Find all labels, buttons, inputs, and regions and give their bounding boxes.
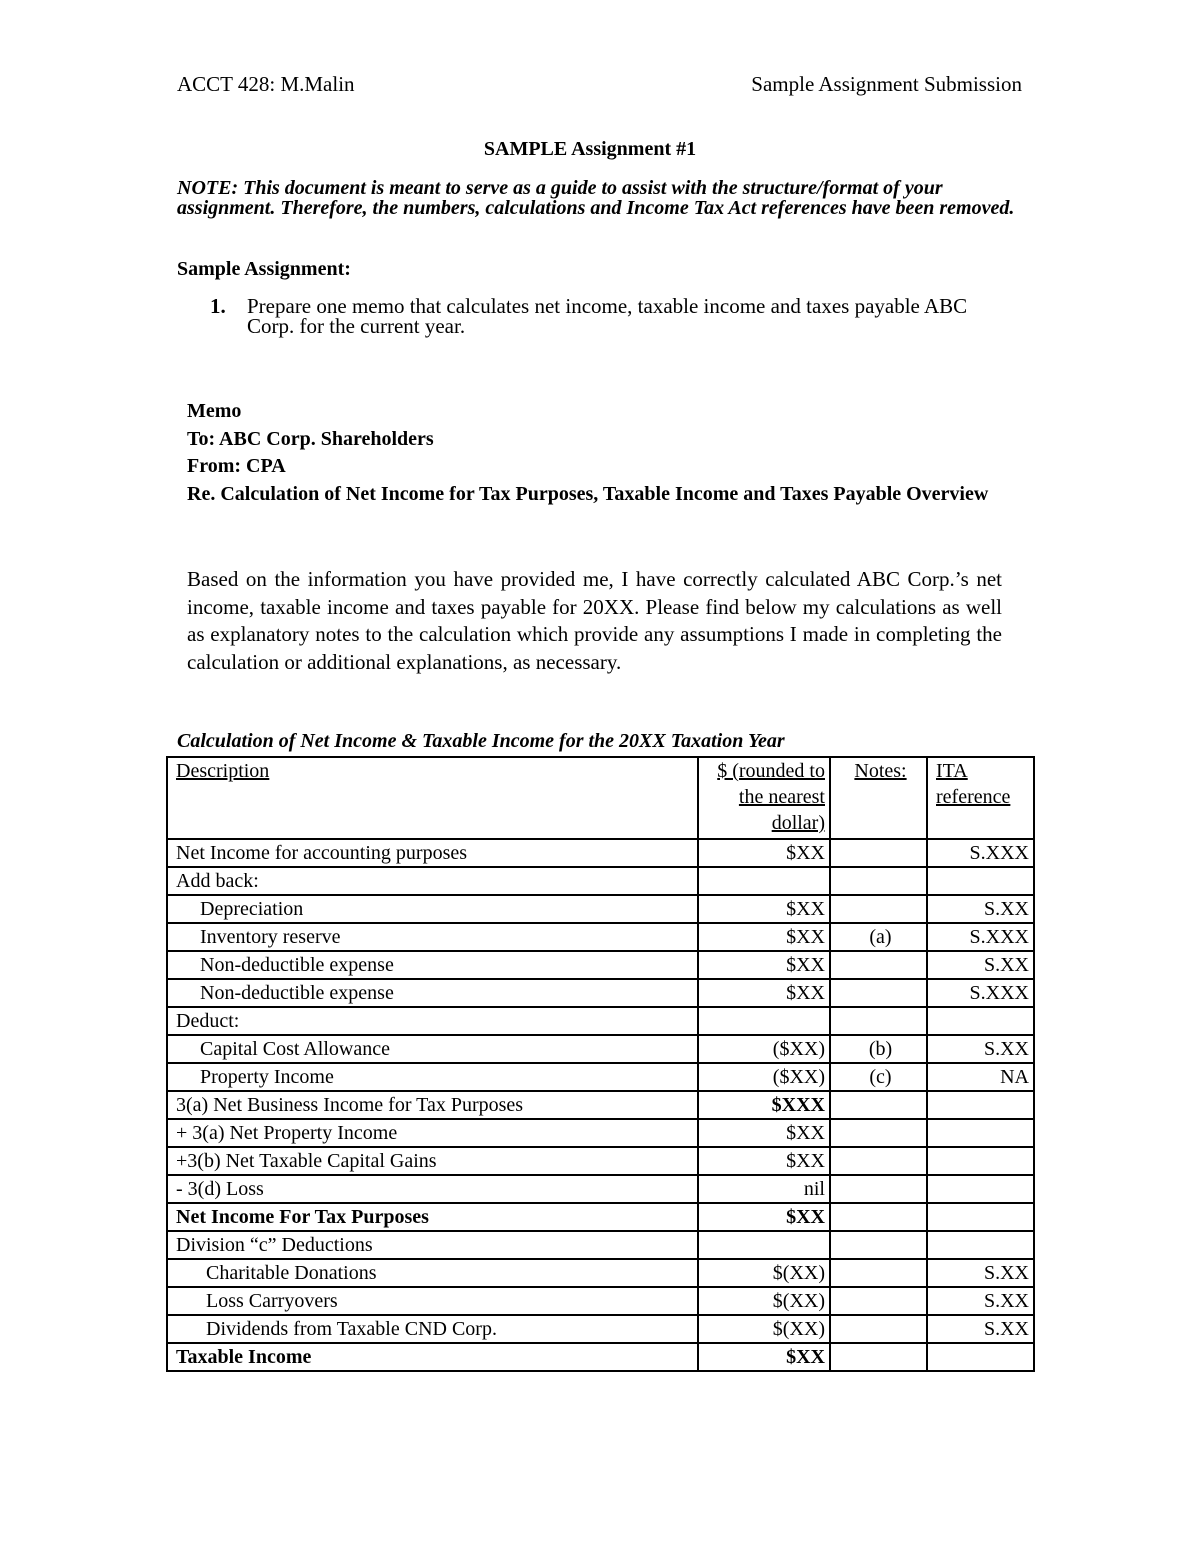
cell-description: Depreciation [167, 895, 698, 923]
table-row [167, 839, 1034, 867]
cell-amount: $(XX) [698, 1259, 830, 1287]
cell-ita-reference [927, 1147, 1034, 1175]
cell-description: Net Income for accounting purposes [167, 839, 698, 867]
cell-description: Division “c” Deductions [167, 1231, 698, 1259]
table-row [167, 1259, 1034, 1287]
cell-notes [830, 895, 927, 923]
cell-description: Add back: [167, 867, 698, 895]
cell-ita-reference [927, 1231, 1034, 1259]
table-row [167, 1203, 1034, 1231]
cell-notes: (b) [830, 1035, 927, 1063]
cell-notes [830, 1007, 927, 1035]
table-row [167, 1063, 1034, 1091]
cell-description: Capital Cost Allowance [167, 1035, 698, 1063]
sample-assignment-label: Sample Assignment: [177, 258, 351, 280]
cell-notes [830, 979, 927, 1007]
cell-amount: $XXX [698, 1091, 830, 1119]
cell-notes: (c) [830, 1063, 927, 1091]
cell-ita-reference: S.XXX [927, 923, 1034, 951]
table-caption: Calculation of Net Income & Taxable Income for the 20XX Taxation Year [177, 730, 785, 752]
cell-description: Property Income [167, 1063, 698, 1091]
cell-ita-reference [927, 1007, 1034, 1035]
cell-ita-reference: NA [927, 1063, 1034, 1091]
calculation-table [166, 756, 1035, 1372]
table-row [167, 1147, 1034, 1175]
header-ita: ITA reference [927, 757, 1034, 839]
cell-ita-reference: S.XX [927, 951, 1034, 979]
cell-ita-reference: S.XX [927, 1259, 1034, 1287]
cell-description: 3(a) Net Business Income for Tax Purposes [167, 1091, 698, 1119]
cell-description: Inventory reserve [167, 923, 698, 951]
cell-amount [698, 1231, 830, 1259]
cell-amount [698, 867, 830, 895]
header-course: ACCT 428: M.Malin [177, 72, 355, 96]
cell-ita-reference: S.XX [927, 1315, 1034, 1343]
cell-amount: $XX [698, 979, 830, 1007]
cell-description: Dividends from Taxable CND Corp. [167, 1315, 698, 1343]
cell-amount: $(XX) [698, 1315, 830, 1343]
cell-amount: $XX [698, 1119, 830, 1147]
cell-notes [830, 1287, 927, 1315]
cell-notes [830, 839, 927, 867]
table-row [167, 1175, 1034, 1203]
table-row [167, 1007, 1034, 1035]
cell-amount: $XX [698, 1343, 830, 1371]
cell-ita-reference [927, 867, 1034, 895]
cell-notes [830, 1343, 927, 1371]
memo-to: To: ABC Corp. Shareholders [187, 427, 434, 450]
cell-description: Non-deductible expense [167, 979, 698, 1007]
cell-ita-reference [927, 1119, 1034, 1147]
header-notes: Notes: [830, 757, 927, 839]
cell-ita-reference [927, 1343, 1034, 1371]
cell-notes [830, 1259, 927, 1287]
cell-amount: $XX [698, 923, 830, 951]
header-description: Description [167, 757, 698, 839]
header-amount: $ (rounded to the nearest dollar) [698, 757, 830, 839]
cell-notes [830, 1091, 927, 1119]
cell-notes [830, 951, 927, 979]
table-row [167, 1035, 1034, 1063]
table-row [167, 895, 1034, 923]
cell-amount: $XX [698, 895, 830, 923]
table-row [167, 1091, 1034, 1119]
cell-ita-reference [927, 1203, 1034, 1231]
table-body [167, 839, 1034, 1371]
cell-ita-reference [927, 1175, 1034, 1203]
cell-amount: $XX [698, 1203, 830, 1231]
table-row [167, 1119, 1034, 1147]
header-doc-type: Sample Assignment Submission [751, 72, 1022, 96]
cell-description: Taxable Income [167, 1343, 698, 1371]
cell-ita-reference: S.XXX [927, 839, 1034, 867]
cell-notes [830, 1147, 927, 1175]
task-text: Prepare one memo that calculates net income, taxable income and taxes payable ABC Corp. for the current year. [247, 294, 968, 338]
cell-notes [830, 1203, 927, 1231]
cell-description: Loss Carryovers [167, 1287, 698, 1315]
table-row [167, 1287, 1034, 1315]
table-row [167, 1315, 1034, 1343]
cell-amount: $XX [698, 1147, 830, 1175]
cell-notes [830, 1119, 927, 1147]
cell-amount: $XX [698, 839, 830, 867]
page-title: SAMPLE Assignment #1 [483, 138, 697, 160]
cell-notes [830, 867, 927, 895]
cell-description: Deduct: [167, 1007, 698, 1035]
memo-subject: Re. Calculation of Net Income for Tax Purposes, Taxable Income and Taxes Payable Overview [187, 482, 989, 505]
cell-description: Charitable Donations [167, 1259, 698, 1287]
table-row [167, 923, 1034, 951]
cell-amount: $(XX) [698, 1287, 830, 1315]
table-row [167, 951, 1034, 979]
cell-notes: (a) [830, 923, 927, 951]
table-row [167, 979, 1034, 1007]
table-row [167, 867, 1034, 895]
cell-ita-reference: S.XXX [927, 979, 1034, 1007]
task-number: 1. [210, 294, 226, 318]
task-item [177, 296, 1007, 336]
cell-ita-reference: S.XX [927, 1035, 1034, 1063]
cell-notes [830, 1315, 927, 1343]
cell-description: +3(b) Net Taxable Capital Gains [167, 1147, 698, 1175]
cell-notes [830, 1175, 927, 1203]
cell-notes [830, 1231, 927, 1259]
cell-description: + 3(a) Net Property Income [167, 1119, 698, 1147]
memo-header [187, 398, 1002, 508]
cell-amount: ($XX) [698, 1035, 830, 1063]
table-row [167, 1343, 1034, 1371]
cell-amount: $XX [698, 951, 830, 979]
memo-from: From: CPA [187, 455, 286, 477]
cell-amount [698, 1007, 830, 1035]
cell-description: Net Income For Tax Purposes [167, 1203, 698, 1231]
memo-heading: Memo [187, 400, 242, 422]
table-header-row [167, 757, 1034, 839]
cell-ita-reference: S.XX [927, 1287, 1034, 1315]
cell-ita-reference [927, 1091, 1034, 1119]
cell-description: - 3(d) Loss [167, 1175, 698, 1203]
table-row [167, 1231, 1034, 1259]
cell-amount: nil [698, 1175, 830, 1203]
cell-amount: ($XX) [698, 1063, 830, 1091]
cell-ita-reference: S.XX [927, 895, 1034, 923]
memo-body: Based on the information you have provided me, I have correctly calculated ABC Corp.’s net income, taxable income and taxes payable for 20XX. Please find below my calculations as well as explanatory notes to the calculation which provide any assumptions I made in completing the calculation or additional explanations, as necessary. [187, 567, 1002, 674]
note-paragraph: NOTE: This document is meant to serve as a guide to assist with the structure/format of your assignment. Therefore, the numbers, calculations and Income Tax Act references have been removed. [177, 177, 1015, 219]
cell-description: Non-deductible expense [167, 951, 698, 979]
